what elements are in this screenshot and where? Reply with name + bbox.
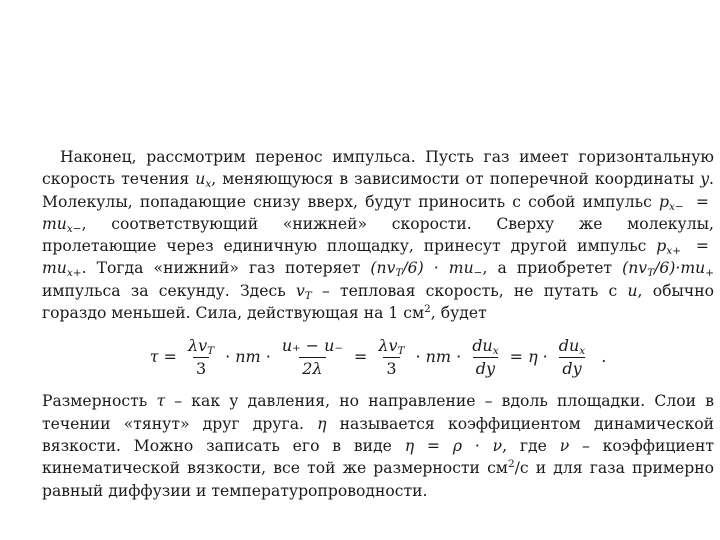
text-run: Наконец, рассмотрим перенос импульса. Пусть газ имеет горизонтальную скорость течения xyxy=(42,148,714,189)
eq-period: . xyxy=(601,347,607,367)
math-nu: ν xyxy=(559,436,570,455)
fraction-lambda-vT-over-3: $\frac{\lambda v_T}{3}$ xyxy=(187,335,215,378)
math-eta-rho-nu: η = ρ · ν xyxy=(404,436,503,455)
viscous-stress-equation: τ = $\frac{\lambda v_T}{3}$ · nm · $\frac{u_+ - u_-}{2\lambda}$ = $\frac{\lambda v_T}{3}$ · nm · $\frac{du_x}{dy}$ = η · $\frac{du_x}{dy}$ . xyxy=(149,335,607,378)
math-u-x: $u_x$ xyxy=(195,170,212,191)
text-run: , соответствующий «нижней» скорости. Сверху же молекулы, пролетающие через единичную площадку, принесут другой импульс xyxy=(42,214,714,256)
fraction-dux-dy: $\frac{du_x}{dy}$ xyxy=(472,335,499,378)
superscript: 2 xyxy=(424,303,431,316)
text-run: называется коэффициентом динамической вязкости. Можно записать его в виде xyxy=(42,414,714,455)
text-run: – тепловая скорость, не путать с xyxy=(311,281,628,300)
fraction-dux-dy-second: $\frac{du_x}{dy}$ xyxy=(558,335,586,378)
text-block xyxy=(42,146,714,502)
text-run: , меняющуюся в зависимости от поперечной координаты xyxy=(211,170,701,189)
eq-eta: η xyxy=(528,347,538,367)
text-run: – коэффициент кинематической вязкости, все той же размерности см xyxy=(42,436,715,478)
text-run: /с и для газа примерно равный диффузии и температуропроводности. xyxy=(42,459,714,500)
eq-equals: = xyxy=(163,347,177,367)
eq-nm: nm xyxy=(235,347,261,367)
fraction-u-diff-over-2lambda: $\frac{u_+ - u_-}{2\lambda}$ xyxy=(281,335,343,378)
text-run: , а приобретет xyxy=(482,259,623,278)
fraction-lambda-vT-over-3-second: $\frac{\lambda v_T}{3}$ xyxy=(378,335,405,378)
text-run: , обычно гораздо меньшей. Сила, действующая на 1 см xyxy=(42,281,714,323)
math-tau: τ xyxy=(156,392,166,411)
superscript: 2 xyxy=(507,458,515,471)
text-run: Размерность xyxy=(42,392,157,411)
text-run: , где xyxy=(502,436,560,455)
math-y: y xyxy=(700,170,710,189)
math-v-T: $v_T$ xyxy=(295,281,312,302)
math-p-x-minus: $p_{x-} = mu_{x-}$ xyxy=(42,192,709,235)
math-eta: η xyxy=(317,414,327,433)
text-run: импульса за секунду. Здесь xyxy=(42,281,296,300)
text-run: . Молекулы, попадающие снизу вверх, будут приносить с собой импульс xyxy=(42,170,714,211)
eq-tau: τ xyxy=(149,347,159,367)
text-run: , будет xyxy=(430,304,487,323)
math-p-x-plus: $p_{x+} = mu_{x+}$ xyxy=(42,237,709,280)
math-u: u xyxy=(627,281,638,300)
text-run: . Тогда «нижний» газ потеряет xyxy=(81,259,371,278)
text-run: – как у давления, но направление – вдоль площадки. Слои в течении «тянут» друг друга. xyxy=(42,392,714,433)
math-gain-term: $(nv_T/6)\cdot mu_+$ xyxy=(622,259,714,280)
paragraph-viscosity xyxy=(42,390,714,501)
math-loss-term: $(nv_T/6) \cdot mu_-$ xyxy=(370,259,483,280)
paragraph-momentum-transfer xyxy=(42,146,714,324)
